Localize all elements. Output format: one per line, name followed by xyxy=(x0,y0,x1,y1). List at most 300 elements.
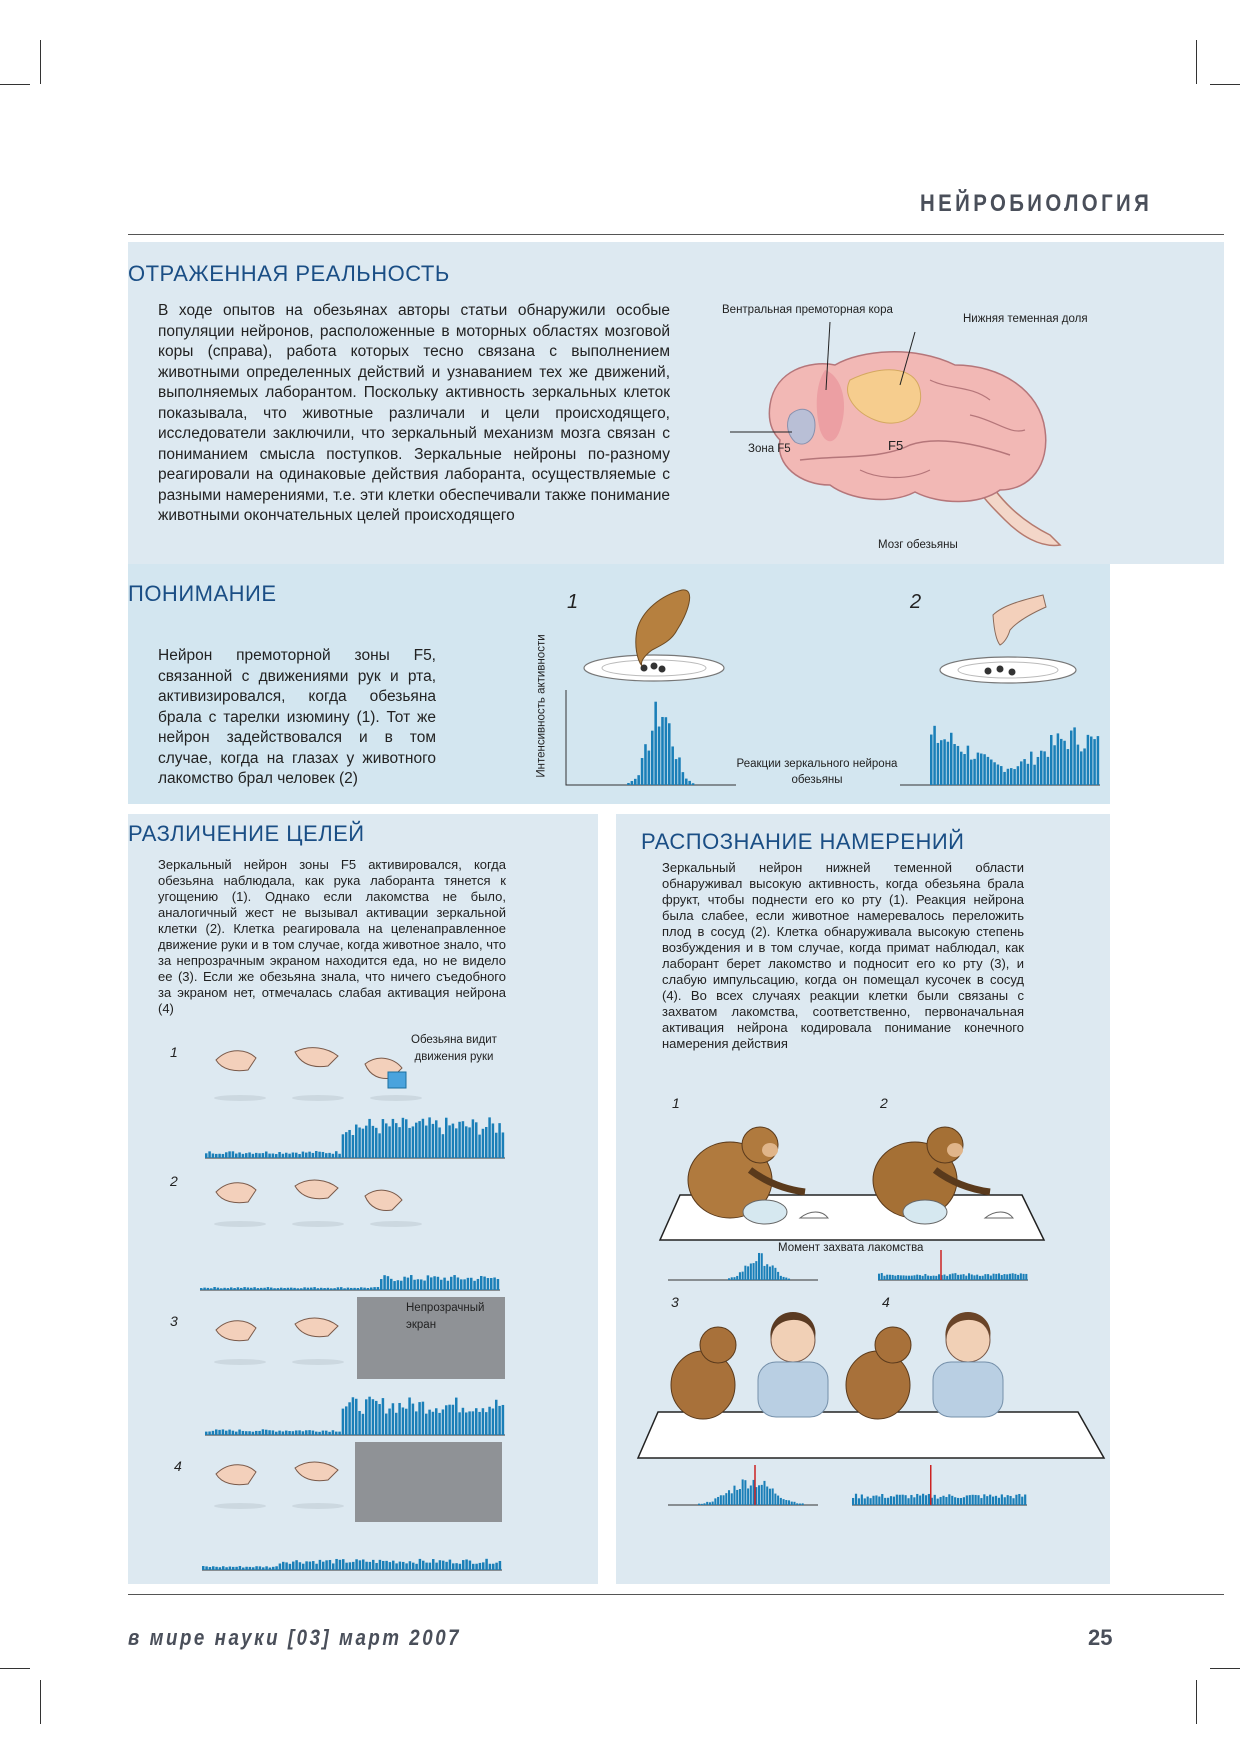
histogram-bar xyxy=(1001,1494,1003,1505)
histogram-bar xyxy=(739,1489,741,1505)
histogram-bar xyxy=(933,726,936,785)
histogram-bar xyxy=(388,1409,391,1435)
histogram-bar xyxy=(368,1397,371,1435)
histogram-bar xyxy=(393,1281,396,1290)
histogram-bar xyxy=(252,1567,255,1570)
histogram-bar xyxy=(949,1274,951,1280)
histogram-bar xyxy=(302,1564,305,1570)
histogram-bar xyxy=(289,1564,292,1570)
human-and-monkey-scene xyxy=(638,1300,1104,1460)
histogram-bar xyxy=(452,1563,455,1570)
histogram-bar xyxy=(257,1288,260,1290)
histogram-bar xyxy=(952,1274,954,1280)
histogram-bar xyxy=(325,1560,328,1570)
histogram-bar xyxy=(212,1566,215,1570)
histogram-bar xyxy=(1015,1495,1017,1505)
histogram-bar xyxy=(907,1498,909,1505)
histogram-bar xyxy=(1037,757,1040,785)
histogram-bar xyxy=(378,1404,381,1435)
histogram-bar xyxy=(919,1495,921,1505)
histogram-bar xyxy=(433,1276,436,1290)
histogram-bar xyxy=(469,1561,472,1570)
histogram-bar xyxy=(375,1401,378,1435)
row-number-2: 2 xyxy=(170,1173,178,1189)
histogram-bar xyxy=(348,1130,351,1158)
histogram-bar xyxy=(766,1487,768,1505)
histogram-bar xyxy=(1001,1275,1003,1280)
panel-number-1: 1 xyxy=(672,1095,680,1111)
histogram-bar xyxy=(378,1133,381,1158)
histogram-bar xyxy=(422,1402,425,1435)
label-f5: F5 xyxy=(888,438,904,453)
histogram-bar xyxy=(970,760,973,785)
histogram-bar xyxy=(238,1430,241,1435)
histogram-bar xyxy=(791,1502,793,1505)
hand-gestures-row3 xyxy=(210,1310,350,1370)
histogram-bar xyxy=(480,1276,483,1290)
histogram-bar xyxy=(875,1495,877,1505)
histogram-bar xyxy=(475,1564,478,1570)
experimenter-figure-1 xyxy=(758,1312,828,1417)
histogram-bar xyxy=(260,1288,263,1290)
panel-number-4: 4 xyxy=(882,1294,890,1310)
histogram-bar xyxy=(360,1287,363,1290)
crop-mark xyxy=(1210,1668,1240,1669)
histogram-bar xyxy=(302,1152,305,1158)
histogram-bar xyxy=(405,1119,408,1158)
histogram-bar xyxy=(661,717,664,785)
histogram-intention-1 xyxy=(668,1250,818,1280)
histogram-bar xyxy=(297,1288,300,1290)
histogram-bar xyxy=(322,1152,325,1158)
histogram-bar xyxy=(774,1268,776,1280)
histogram-bar xyxy=(279,1564,282,1570)
histogram-bar xyxy=(886,1275,888,1280)
histogram-bar xyxy=(250,1288,253,1290)
histogram-bar xyxy=(1024,1495,1026,1505)
histogram-bar xyxy=(1003,772,1006,785)
histogram-bar xyxy=(736,1276,738,1280)
histogram-bar xyxy=(382,1398,385,1435)
histogram-bar xyxy=(969,1495,971,1505)
histogram-bar xyxy=(352,1135,355,1158)
histogram-bar xyxy=(720,1495,722,1505)
histogram-bar xyxy=(463,1279,466,1290)
histogram-bar xyxy=(465,1126,468,1158)
histogram-bar xyxy=(243,1287,246,1290)
histogram-bar xyxy=(894,1276,896,1280)
histogram-bar xyxy=(733,1486,735,1505)
histogram-bar xyxy=(1023,759,1026,785)
histogram-bar xyxy=(890,1496,892,1505)
histogram-bar xyxy=(957,1498,959,1505)
histogram-bar xyxy=(208,1151,211,1158)
histogram-bar xyxy=(861,1494,863,1505)
histogram-bar xyxy=(942,1496,944,1505)
histogram-bar xyxy=(671,746,674,785)
histogram-bar xyxy=(905,1495,907,1505)
hand-gestures-row2 xyxy=(210,1172,430,1232)
histogram-bar xyxy=(357,1288,360,1290)
histogram-bar xyxy=(960,1275,962,1280)
histogram-bar xyxy=(438,1127,441,1158)
histogram-bar xyxy=(385,1414,388,1435)
histogram-bar xyxy=(418,1121,421,1158)
histogram-bar xyxy=(252,1432,255,1435)
histogram-bar xyxy=(1043,751,1046,785)
histogram-bar xyxy=(212,1431,215,1435)
histogram-bar xyxy=(855,1494,857,1505)
histogram-bar xyxy=(966,1495,968,1505)
histogram-bar xyxy=(219,1567,222,1570)
histogram-bar xyxy=(248,1152,251,1158)
histogram-bar xyxy=(362,1559,365,1570)
histogram-bar xyxy=(317,1288,320,1290)
histogram-bar xyxy=(668,723,671,785)
histogram-bar xyxy=(692,783,695,785)
histogram-bar xyxy=(265,1151,268,1158)
histogram-bar xyxy=(940,740,943,785)
row-number-3: 3 xyxy=(170,1313,178,1329)
histogram-bar xyxy=(322,1562,325,1570)
histogram-bar xyxy=(349,1562,352,1570)
histogram-bar xyxy=(482,1129,485,1158)
histogram-bar xyxy=(1020,1273,1022,1280)
histogram-bar xyxy=(278,1431,281,1435)
y-axis-activity-intensity: Интенсивность активности xyxy=(535,634,548,778)
histogram-bar xyxy=(485,1412,488,1435)
f5-zone xyxy=(788,409,815,444)
brain-stem-shape xyxy=(980,490,1060,545)
histogram-bar xyxy=(709,1502,711,1505)
histogram-bar xyxy=(407,1278,410,1290)
histogram-bar xyxy=(685,779,688,785)
histogram-bar xyxy=(403,1277,406,1290)
histogram-bar xyxy=(992,1497,994,1505)
histogram-bar xyxy=(422,1561,425,1570)
histogram-bar xyxy=(458,1412,461,1435)
histogram-bar xyxy=(634,779,637,785)
histogram-bar xyxy=(325,1153,328,1158)
histogram-bar xyxy=(413,1280,416,1290)
histogram-bar xyxy=(365,1399,368,1435)
section3-text: Зеркальный нейрон зоны F5 активировался, когда обезьяна наблюдала, как рука лаборанта тянется к угощению (1). Однако если лакомства не было, аналогичный жест не вызывал активации зеркальной клетки (2). Клетка реагировала на целенаправленное движение руки и в том случае, когда животное знало, что за непрозрачным экраном находится еда, но не видело ее (3). Если же обезьяна знала, что ничего съедобного за экраном нет, отмечалась слабая активация нейрона (4) xyxy=(158,857,507,1016)
histogram-bar xyxy=(473,1281,476,1290)
section2-text: Нейрон премоторной зоны F5, связанной с движениями рук и рта, активизировался, когда обезьяна брала с тарелки изюмину (1). Тот же нейрон задействовался и в том случае, когда на глазах у животного лакомство брал человек (2) xyxy=(158,647,436,787)
histogram-bar xyxy=(420,1279,423,1290)
histogram-bar xyxy=(323,1288,326,1290)
histogram-bar xyxy=(235,1432,238,1435)
histogram-bar xyxy=(428,1410,431,1435)
histogram-bar xyxy=(755,1261,757,1280)
histogram-bar xyxy=(1000,766,1003,785)
histogram-bar xyxy=(482,1562,485,1570)
histogram-bar xyxy=(262,1567,265,1570)
histogram-bar xyxy=(495,1133,498,1158)
histogram-bar xyxy=(919,1275,921,1280)
histogram-bar xyxy=(372,1560,375,1570)
histogram-bar xyxy=(731,1277,733,1280)
histogram-bar xyxy=(998,1498,1000,1505)
histogram-bar xyxy=(380,1279,383,1290)
histogram-bar xyxy=(485,1559,488,1570)
histogram-bar xyxy=(1077,745,1080,785)
histogram-bar xyxy=(409,1561,412,1570)
histogram-bar xyxy=(1097,736,1100,785)
histogram-bar xyxy=(435,1408,438,1435)
histogram-bar xyxy=(714,1498,716,1505)
histogram-bar xyxy=(345,1406,348,1435)
histogram-bar xyxy=(950,733,953,785)
histogram-bar xyxy=(902,1495,904,1505)
histogram-bar xyxy=(651,731,654,785)
histogram-bar xyxy=(785,1278,787,1280)
histogram-bar xyxy=(1080,751,1083,785)
histogram-bar xyxy=(232,1431,235,1435)
histogram-bar xyxy=(495,1400,498,1435)
histogram-bar xyxy=(968,1273,970,1280)
histogram-bar xyxy=(963,1274,965,1280)
histogram-bar xyxy=(1033,765,1036,785)
histogram-bar xyxy=(412,1126,415,1158)
histogram-bar xyxy=(225,1152,228,1158)
histogram-bar xyxy=(417,1279,420,1290)
histogram-bar xyxy=(728,1278,730,1280)
histogram-bar xyxy=(922,1276,924,1280)
histogram-bar xyxy=(340,1287,343,1290)
histogram-bar xyxy=(644,744,647,785)
histogram-bar xyxy=(960,752,963,785)
histogram-bar xyxy=(1060,739,1063,785)
histogram-bar xyxy=(641,758,644,785)
histogram-bar xyxy=(245,1153,248,1158)
histogram-bar xyxy=(405,1563,408,1570)
histogram-bar xyxy=(1017,1275,1019,1280)
page-number: 25 xyxy=(1088,1625,1113,1650)
crop-mark xyxy=(1196,40,1197,84)
histogram-bar xyxy=(445,1405,448,1435)
histogram-bar xyxy=(395,1123,398,1158)
histogram-bar xyxy=(235,1154,238,1158)
histogram-bar xyxy=(262,1153,265,1158)
histogram-bar xyxy=(292,1562,295,1570)
histogram-bar xyxy=(222,1566,225,1570)
histogram-bar xyxy=(884,1498,886,1505)
histogram-intention-3 xyxy=(668,1465,818,1505)
histogram-bar xyxy=(458,1122,461,1158)
histogram-goal-2 xyxy=(200,1250,500,1290)
histogram-bar xyxy=(497,1279,500,1290)
histogram-bar xyxy=(432,1559,435,1570)
histogram-bar xyxy=(940,1497,942,1505)
histogram-bar xyxy=(908,1276,910,1280)
histogram-bar xyxy=(1073,727,1076,785)
histogram-bar xyxy=(448,1125,451,1158)
histogram-bar xyxy=(1090,737,1093,785)
histogram-bar xyxy=(725,1493,727,1505)
histogram-bar xyxy=(373,1287,376,1290)
histogram-bar xyxy=(353,1288,356,1290)
histogram-bar xyxy=(450,1277,453,1290)
histogram-bar xyxy=(295,1430,298,1435)
histogram-bar xyxy=(1030,752,1033,785)
histogram-bar xyxy=(892,1275,894,1280)
histogram-bar xyxy=(275,1432,278,1435)
histogram-bar xyxy=(272,1567,275,1570)
histogram-bar xyxy=(312,1561,315,1570)
histogram-bar xyxy=(213,1287,216,1290)
histogram-bar xyxy=(432,1124,435,1158)
histogram-bar xyxy=(355,1559,358,1570)
histogram-bar xyxy=(282,1154,285,1158)
histogram-bar xyxy=(928,1494,930,1505)
histogram-bar xyxy=(930,735,933,785)
histogram-bar xyxy=(233,1288,236,1290)
histogram-bar xyxy=(457,1277,460,1290)
histogram-bar xyxy=(475,1122,478,1158)
histogram-bar xyxy=(222,1154,225,1158)
histogram-bar xyxy=(487,1278,490,1290)
histogram-bar xyxy=(982,1276,984,1280)
histogram-bar xyxy=(425,1414,428,1435)
histogram-bar xyxy=(706,1502,708,1505)
histogram-bar xyxy=(240,1288,243,1290)
histogram-bar xyxy=(277,1288,280,1290)
histogram-bar xyxy=(910,1495,912,1505)
histogram-bar xyxy=(1012,1273,1014,1280)
histogram-bar xyxy=(758,1485,760,1505)
histogram-bar xyxy=(468,1127,471,1158)
histogram-bar xyxy=(205,1432,208,1435)
histogram-bar xyxy=(1014,1274,1016,1280)
histogram-bar xyxy=(744,1266,746,1280)
histogram-bar xyxy=(215,1429,218,1435)
histogram-bar xyxy=(468,1411,471,1435)
histogram-bar xyxy=(467,1278,470,1290)
histogram-bar xyxy=(935,1276,937,1280)
histogram-bar xyxy=(215,1154,218,1158)
histogram-bar xyxy=(290,1288,293,1290)
histogram-bar xyxy=(249,1567,252,1570)
histogram-bar xyxy=(332,1430,335,1435)
histogram-bar xyxy=(627,783,630,785)
histogram-bar xyxy=(913,1497,915,1505)
histogram-bar xyxy=(1023,1274,1025,1280)
histogram-bar xyxy=(382,1561,385,1570)
histogram-bar xyxy=(345,1132,348,1158)
histogram-bar xyxy=(402,1562,405,1570)
histogram-bar xyxy=(412,1563,415,1570)
histogram-bar xyxy=(248,1431,251,1435)
histogram-bar xyxy=(953,744,956,785)
histogram-bar xyxy=(259,1566,262,1570)
histogram-bar xyxy=(350,1288,353,1290)
histogram-bar xyxy=(998,1273,1000,1280)
histogram-bar xyxy=(210,1288,213,1290)
section-title-reflected-reality: ОТРАЖЕННАЯ РЕАЛЬНОСТЬ xyxy=(128,261,450,286)
section1-text: В ходе опытов на обезьянах авторы статьи обнаружили особые популяции нейронов, расположенные в моторных областях мозговой коры (справа), работа которых тесно связана с выполнением животными определенных действий и узнаванием тех же движений, выполняемых лаборантом. Поскольку активность зеркальных клеток показывала, что животные различали и цели происходящего, исследователи заключили, что зеркальный механизм мозга связан с пониманием смысла поступков. Зеркальные нейроны по-разному реагировали на одинаковые действия лаборанта, осуществляемые с разными намерениями, т.е. эти клетки обеспечивали также понимание животными окончательных целей происходящего xyxy=(158,302,670,524)
histogram-bar xyxy=(375,1563,378,1570)
histogram-bar xyxy=(967,746,970,785)
histogram-bar xyxy=(372,1126,375,1158)
histogram-bar xyxy=(990,1276,992,1280)
histogram-bar xyxy=(900,1275,902,1280)
histogram-bar xyxy=(399,1562,402,1570)
histogram-bar xyxy=(1013,769,1016,785)
histogram-bar xyxy=(288,1154,291,1158)
histogram-bar xyxy=(245,1567,248,1570)
histogram-bar xyxy=(478,1412,481,1435)
histogram-bar xyxy=(1053,745,1056,785)
histogram-bar xyxy=(352,1397,355,1435)
histogram-bar xyxy=(1010,768,1013,785)
histogram-bar xyxy=(946,1276,948,1280)
histogram-bar xyxy=(428,1117,431,1158)
histogram-bar xyxy=(462,1408,465,1435)
histogram-bar xyxy=(335,1151,338,1158)
histogram-bar xyxy=(455,1563,458,1570)
histogram-bar xyxy=(785,1500,787,1505)
histogram-bar xyxy=(225,1431,228,1435)
histogram-bar xyxy=(215,1567,218,1570)
row-number-1: 1 xyxy=(170,1044,178,1060)
histogram-bar xyxy=(429,1563,432,1570)
histogram-bar xyxy=(793,1502,795,1505)
histogram-bar xyxy=(783,1277,785,1280)
histogram-bar xyxy=(438,1413,441,1435)
histogram-bar xyxy=(343,1288,346,1290)
histogram-bar xyxy=(285,1562,288,1570)
figure-number-2: 2 xyxy=(910,591,922,613)
panel-number-3: 3 xyxy=(671,1294,679,1310)
histogram-bar xyxy=(654,702,657,785)
histogram-bar xyxy=(375,1128,378,1158)
histogram-bar xyxy=(313,1287,316,1290)
histogram-bar xyxy=(777,1496,779,1505)
label-opaque-screen: Непрозрачный экран xyxy=(406,1302,485,1331)
histogram-bar xyxy=(482,1408,485,1435)
histogram-bar xyxy=(385,1561,388,1570)
histogram-bar xyxy=(268,1430,270,1435)
histogram-bar xyxy=(922,1494,924,1505)
histogram-bar xyxy=(948,1494,950,1505)
histogram-bar xyxy=(412,1404,415,1435)
histogram-bar xyxy=(437,1277,440,1290)
histogram-bar xyxy=(440,1280,443,1290)
histogram-bar xyxy=(398,1127,401,1158)
histogram-bar xyxy=(238,1152,241,1158)
histogram-bar xyxy=(889,1275,891,1280)
section-title-goal-distinction: РАЗЛИЧЕНИЕ ЦЕЛЕЙ xyxy=(128,821,365,846)
histogram-bar xyxy=(337,1287,340,1290)
histogram-bar xyxy=(984,1274,986,1280)
histogram-bar xyxy=(408,1128,411,1158)
histogram-bar xyxy=(332,1563,335,1570)
histogram-bar xyxy=(445,1118,448,1158)
histogram-bar xyxy=(392,1119,395,1158)
histogram-bar xyxy=(753,1263,755,1280)
brain-diagram xyxy=(740,320,1100,560)
histogram-bar xyxy=(239,1566,242,1570)
histogram-bar xyxy=(288,1431,291,1435)
histogram-bar xyxy=(355,1125,358,1158)
histogram-bar xyxy=(258,1153,261,1158)
histogram-bar xyxy=(265,1430,268,1435)
histogram-bar xyxy=(273,1288,276,1290)
histogram-bar xyxy=(477,1279,480,1290)
histogram-bar xyxy=(265,1566,267,1570)
histogram-bar xyxy=(1027,764,1030,785)
